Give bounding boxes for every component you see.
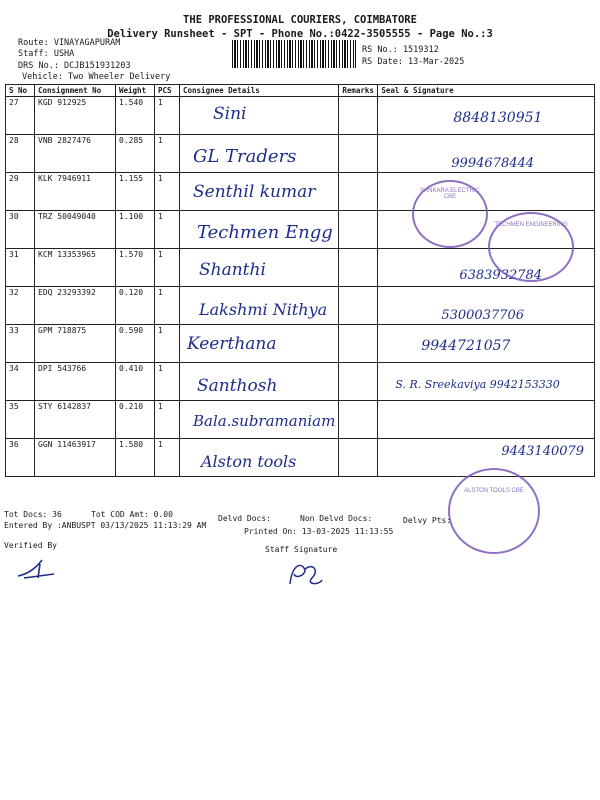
table-header-row bbox=[6, 85, 595, 97]
route-label: Route: VINAYAGAPURAM bbox=[18, 38, 121, 48]
staff-signature-mark bbox=[282, 556, 328, 590]
rs-date: RS Date: 13-Mar-2025 bbox=[362, 57, 465, 67]
table-row bbox=[6, 173, 595, 211]
vehicle-label: Vehicle: Two Wheeler Delivery bbox=[22, 72, 171, 82]
row-sno: 33 bbox=[6, 325, 35, 363]
entered-by: Entered By :ANBUSPT 03/13/2025 11:13:29 AM bbox=[4, 521, 207, 530]
printed-on: Printed On: 13-03-2025 11:13:55 bbox=[244, 527, 394, 536]
table-row bbox=[6, 363, 595, 401]
consignee-handwriting: Keerthana bbox=[187, 334, 277, 354]
runsheet-table bbox=[5, 84, 595, 477]
row-sno: 34 bbox=[6, 363, 35, 401]
row-sno: 36 bbox=[6, 439, 35, 477]
table-row bbox=[6, 287, 595, 325]
row-consignment-no: STY 6142837 bbox=[35, 401, 116, 439]
row-pcs: 1 bbox=[155, 439, 180, 477]
consignee-cell bbox=[180, 325, 339, 363]
staff-signature-label: Staff Signature bbox=[265, 545, 338, 554]
signature-cell bbox=[378, 325, 595, 363]
row-remarks bbox=[339, 325, 378, 363]
col-pcs: PCS bbox=[155, 85, 180, 97]
row-sno: 28 bbox=[6, 135, 35, 173]
consignee-cell bbox=[180, 135, 339, 173]
consignee-handwriting: Lakshmi Nithya bbox=[199, 300, 328, 319]
drs-number: DRS No.: DCJB151931203 bbox=[18, 61, 131, 71]
table-row bbox=[6, 401, 595, 439]
row-pcs: 1 bbox=[155, 401, 180, 439]
consignee-cell bbox=[180, 439, 339, 477]
signature-cell bbox=[378, 287, 595, 325]
verifier-signature bbox=[14, 556, 64, 584]
row-pcs: 1 bbox=[155, 363, 180, 401]
row-weight: 1.100 bbox=[116, 211, 155, 249]
consignee-handwriting: Santhosh bbox=[197, 376, 278, 396]
staff-label: Staff: USHA bbox=[18, 49, 75, 59]
row-sno: 35 bbox=[6, 401, 35, 439]
consignee-handwriting: GL Traders bbox=[193, 146, 297, 167]
table-row bbox=[6, 135, 595, 173]
row-weight: 1.570 bbox=[116, 249, 155, 287]
signature-handwriting: 8848130951 bbox=[453, 110, 543, 126]
row-consignment-no: EDQ 23293392 bbox=[35, 287, 116, 325]
signature-handwriting: 9944721057 bbox=[421, 338, 511, 354]
consignee-handwriting: Alston tools bbox=[201, 452, 297, 471]
company-seal-stamp bbox=[488, 212, 574, 282]
consignee-cell bbox=[180, 173, 339, 211]
company-seal-stamp bbox=[448, 468, 540, 554]
company-title: THE PROFESSIONAL COURIERS, COIMBATORE bbox=[183, 14, 417, 26]
row-weight: 0.210 bbox=[116, 401, 155, 439]
row-weight: 0.590 bbox=[116, 325, 155, 363]
consignee-cell bbox=[180, 211, 339, 249]
row-weight: 1.155 bbox=[116, 173, 155, 211]
row-pcs: 1 bbox=[155, 135, 180, 173]
row-remarks bbox=[339, 363, 378, 401]
row-remarks bbox=[339, 287, 378, 325]
row-consignment-no: GGN 11463917 bbox=[35, 439, 116, 477]
row-weight: 0.120 bbox=[116, 287, 155, 325]
consignee-cell bbox=[180, 401, 339, 439]
company-seal-stamp bbox=[412, 180, 488, 248]
col-consignee: Consignee Details bbox=[180, 85, 339, 97]
col-remarks: Remarks bbox=[339, 85, 378, 97]
table-row bbox=[6, 97, 595, 135]
signature-cell bbox=[378, 97, 595, 135]
signature-handwriting: 6383932784 bbox=[459, 268, 543, 283]
row-pcs: 1 bbox=[155, 173, 180, 211]
signature-cell bbox=[378, 401, 595, 439]
table-row bbox=[6, 325, 595, 363]
consignee-cell bbox=[180, 287, 339, 325]
col-sno: S No bbox=[6, 85, 35, 97]
col-seal-signature: Seal & Signature bbox=[378, 85, 595, 97]
consignee-handwriting: Bala.subramaniam bbox=[193, 412, 336, 430]
row-consignment-no: GPM 718875 bbox=[35, 325, 116, 363]
row-pcs: 1 bbox=[155, 211, 180, 249]
non-delivered-docs: Non Delvd Docs: bbox=[300, 514, 373, 523]
verified-by-label: Verified By bbox=[4, 541, 57, 550]
row-remarks bbox=[339, 135, 378, 173]
row-consignment-no: KGD 912925 bbox=[35, 97, 116, 135]
delivery-points: Delvy Pts: bbox=[403, 516, 452, 525]
row-remarks bbox=[339, 173, 378, 211]
total-cod-amount: Tot COD Amt: 0.00 bbox=[91, 510, 173, 519]
stamp-text: SANKARA ELECTRIC CBE bbox=[420, 188, 480, 200]
row-pcs: 1 bbox=[155, 97, 180, 135]
row-consignment-no: DPI 543766 bbox=[35, 363, 116, 401]
row-remarks bbox=[339, 97, 378, 135]
row-sno: 31 bbox=[6, 249, 35, 287]
row-pcs: 1 bbox=[155, 325, 180, 363]
row-sno: 29 bbox=[6, 173, 35, 211]
row-remarks bbox=[339, 211, 378, 249]
consignee-cell bbox=[180, 363, 339, 401]
signature-cell bbox=[378, 363, 595, 401]
row-remarks bbox=[339, 439, 378, 477]
signature-cell bbox=[378, 135, 595, 173]
signature-handwriting: 9443140079 bbox=[501, 444, 585, 459]
row-remarks bbox=[339, 401, 378, 439]
barcode-image bbox=[232, 40, 356, 68]
stamp-text: ALSTON TOOLS CBE bbox=[464, 488, 524, 494]
signature-handwriting: S. R. Sreekaviya 9942153330 bbox=[395, 378, 560, 391]
row-sno: 27 bbox=[6, 97, 35, 135]
row-pcs: 1 bbox=[155, 249, 180, 287]
row-weight: 1.580 bbox=[116, 439, 155, 477]
row-remarks bbox=[339, 249, 378, 287]
row-pcs: 1 bbox=[155, 287, 180, 325]
consignee-cell bbox=[180, 249, 339, 287]
signature-handwriting: 9994678444 bbox=[451, 156, 535, 171]
row-weight: 1.540 bbox=[116, 97, 155, 135]
total-docs: Tot Docs: 36 bbox=[4, 510, 62, 519]
consignee-cell bbox=[180, 97, 339, 135]
consignee-handwriting: Techmen Engg bbox=[197, 222, 333, 243]
row-consignment-no: TRZ 50049040 bbox=[35, 211, 116, 249]
consignee-handwriting: Senthil kumar bbox=[193, 182, 316, 202]
delivered-docs: Delvd Docs: bbox=[218, 514, 271, 523]
row-consignment-no: KCM 13353965 bbox=[35, 249, 116, 287]
col-weight: Weight bbox=[116, 85, 155, 97]
signature-handwriting: 5300037706 bbox=[441, 308, 525, 323]
col-consignment: Consignment No bbox=[35, 85, 116, 97]
row-weight: 0.285 bbox=[116, 135, 155, 173]
row-consignment-no: VNB 2827476 bbox=[35, 135, 116, 173]
row-weight: 0.410 bbox=[116, 363, 155, 401]
rs-number: RS No.: 1519312 bbox=[362, 45, 439, 55]
row-consignment-no: KLK 7946911 bbox=[35, 173, 116, 211]
consignee-handwriting: Sini bbox=[213, 104, 247, 124]
consignee-handwriting: Shanthi bbox=[199, 260, 266, 280]
stamp-text: TECHMEN ENGINEERING bbox=[494, 222, 568, 228]
row-sno: 32 bbox=[6, 287, 35, 325]
runsheet-subtitle: Delivery Runsheet - SPT - Phone No.:0422-3505555 - Page No.:3 bbox=[107, 28, 493, 40]
row-sno: 30 bbox=[6, 211, 35, 249]
